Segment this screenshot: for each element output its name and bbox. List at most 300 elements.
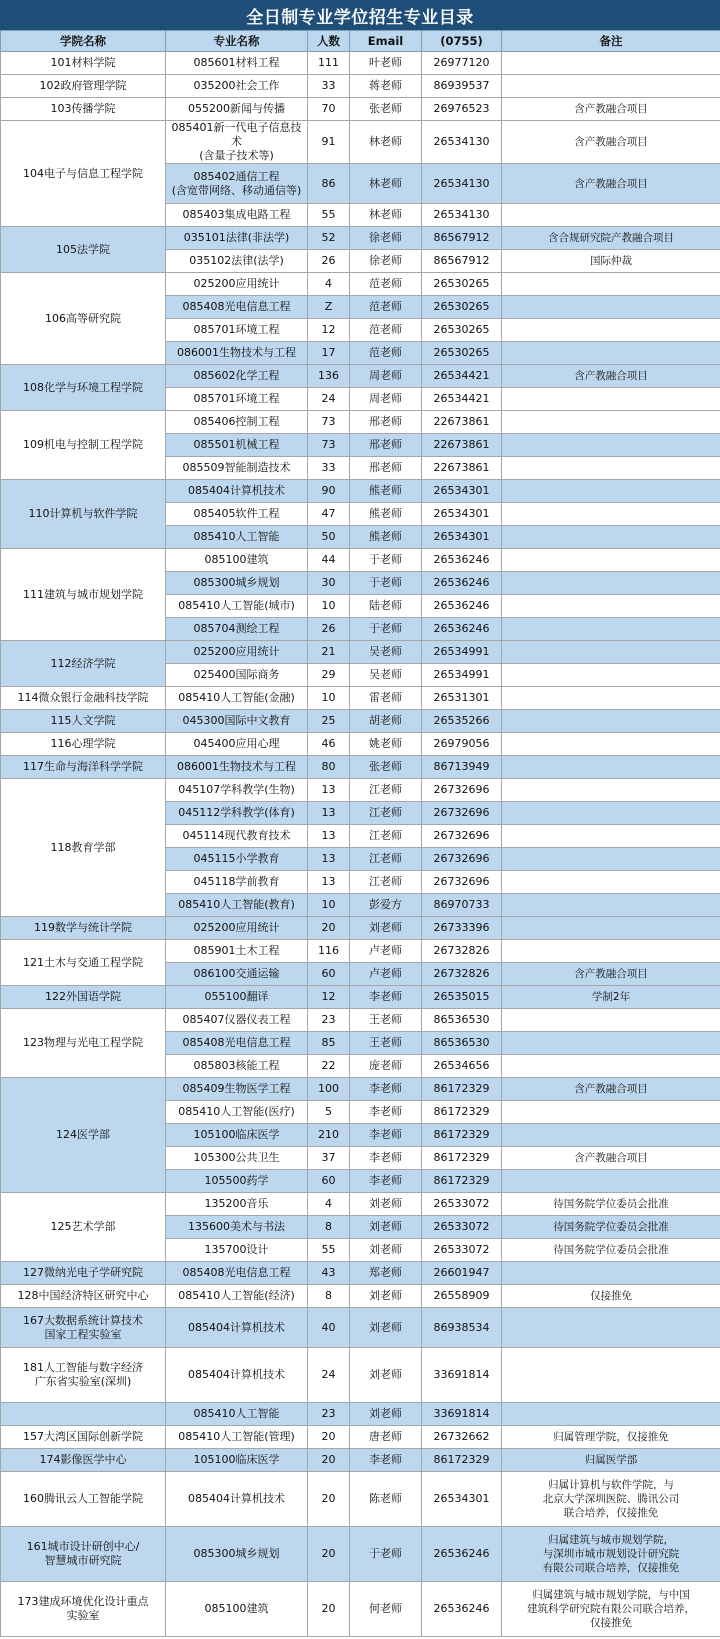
note-cell <box>502 871 720 894</box>
phone-cell: 26534991 <box>422 664 502 687</box>
note-cell <box>502 641 720 664</box>
count-cell: 13 <box>308 848 350 871</box>
count-cell: 210 <box>308 1124 350 1147</box>
contact-cell: 陆老师 <box>350 595 422 618</box>
contact-cell: 周老师 <box>350 365 422 388</box>
table-row <box>1 1449 720 1472</box>
contact-cell: 刘老师 <box>350 1193 422 1216</box>
count-cell: 55 <box>308 204 350 227</box>
major-cell: 086001生物技术与工程 <box>166 756 308 779</box>
header-major: 专业名称 <box>166 31 308 52</box>
college-cell: 161城市设计研创中心/ 智慧城市研究院 <box>1 1527 166 1582</box>
count-cell: 10 <box>308 894 350 917</box>
phone-cell: 26533072 <box>422 1239 502 1262</box>
major-cell: 085100建筑 <box>166 549 308 572</box>
count-cell: 23 <box>308 1403 350 1426</box>
contact-cell: 李老师 <box>350 1124 422 1147</box>
count-cell: 13 <box>308 871 350 894</box>
count-cell: 37 <box>308 1147 350 1170</box>
header-email: Email <box>350 31 422 52</box>
count-cell: 73 <box>308 411 350 434</box>
major-cell: 085509智能制造技术 <box>166 457 308 480</box>
table-header-row <box>1 31 720 52</box>
note-cell <box>502 457 720 480</box>
count-cell: 25 <box>308 710 350 733</box>
header-college: 学院名称 <box>1 31 166 52</box>
major-cell: 045300国际中文教育 <box>166 710 308 733</box>
major-cell: 025200应用统计 <box>166 641 308 664</box>
major-cell: 045114现代教育技术 <box>166 825 308 848</box>
header-count: 人数 <box>308 31 350 52</box>
major-cell: 085410人工智能 <box>166 1403 308 1426</box>
major-cell: 085409生物医学工程 <box>166 1078 308 1101</box>
note-cell <box>502 342 720 365</box>
note-cell <box>502 848 720 871</box>
count-cell: 13 <box>308 802 350 825</box>
table-row <box>1 1308 720 1348</box>
contact-cell: 郑老师 <box>350 1262 422 1285</box>
count-cell: 136 <box>308 365 350 388</box>
note-cell <box>502 1262 720 1285</box>
phone-cell: 86938534 <box>422 1308 502 1348</box>
note-cell <box>502 940 720 963</box>
phone-cell: 26601947 <box>422 1262 502 1285</box>
table-row <box>1 756 720 779</box>
phone-cell: 22673861 <box>422 411 502 434</box>
table-row <box>1 549 720 572</box>
count-cell: 26 <box>308 250 350 273</box>
phone-cell: 26534991 <box>422 641 502 664</box>
table-row <box>1 1078 720 1101</box>
contact-cell: 张老师 <box>350 756 422 779</box>
major-cell: 105500药学 <box>166 1170 308 1193</box>
note-cell: 含产教融合项目 <box>502 121 720 164</box>
phone-cell: 86172329 <box>422 1101 502 1124</box>
major-cell: 085401新一代电子信息技术 (含量子技术等) <box>166 121 308 164</box>
phone-cell: 86713949 <box>422 756 502 779</box>
note-cell: 归属建筑与城市规划学院， 与深圳市城市规划设计研究院 有限公司联合培养，仅接推免 <box>502 1527 720 1582</box>
count-cell: 46 <box>308 733 350 756</box>
major-cell: 035200社会工作 <box>166 75 308 98</box>
contact-cell: 熊老师 <box>350 526 422 549</box>
major-cell: 085403集成电路工程 <box>166 204 308 227</box>
count-cell: 24 <box>308 388 350 411</box>
table-row <box>1 480 720 503</box>
contact-cell: 庞老师 <box>350 1055 422 1078</box>
count-cell: 100 <box>308 1078 350 1101</box>
note-cell: 含产教融合项目 <box>502 98 720 121</box>
contact-cell: 吴老师 <box>350 641 422 664</box>
note-cell: 含产教融合项目 <box>502 1147 720 1170</box>
college-cell: 157大湾区国际创新学院 <box>1 1426 166 1449</box>
major-cell: 035101法律(非法学) <box>166 227 308 250</box>
count-cell: 12 <box>308 986 350 1009</box>
major-cell: 045112学科教学(体育) <box>166 802 308 825</box>
count-cell: 12 <box>308 319 350 342</box>
contact-cell: 唐老师 <box>350 1426 422 1449</box>
college-cell: 102政府管理学院 <box>1 75 166 98</box>
count-cell: 5 <box>308 1101 350 1124</box>
college-cell: 111建筑与城市规划学院 <box>1 549 166 641</box>
phone-cell: 26977120 <box>422 52 502 75</box>
phone-cell: 86939537 <box>422 75 502 98</box>
note-cell <box>502 710 720 733</box>
count-cell: 43 <box>308 1262 350 1285</box>
note-cell: 学制2年 <box>502 986 720 1009</box>
count-cell: 116 <box>308 940 350 963</box>
count-cell: 60 <box>308 1170 350 1193</box>
contact-cell: 林老师 <box>350 164 422 204</box>
phone-cell: 86536530 <box>422 1032 502 1055</box>
count-cell: 91 <box>308 121 350 164</box>
major-cell: 085405软件工程 <box>166 503 308 526</box>
table-row <box>1 986 720 1009</box>
contact-cell: 吴老师 <box>350 664 422 687</box>
contact-cell: 林老师 <box>350 204 422 227</box>
college-cell <box>1 1403 166 1426</box>
count-cell: 86 <box>308 164 350 204</box>
count-cell: 4 <box>308 273 350 296</box>
table-row <box>1 1582 720 1637</box>
table-row <box>1 1348 720 1403</box>
table-row <box>1 121 720 164</box>
contact-cell: 邢老师 <box>350 434 422 457</box>
count-cell: 29 <box>308 664 350 687</box>
contact-cell: 刘老师 <box>350 1348 422 1403</box>
count-cell: Z <box>308 296 350 319</box>
contact-cell: 卢老师 <box>350 963 422 986</box>
note-cell <box>502 52 720 75</box>
note-cell <box>502 411 720 434</box>
note-cell: 归属计算机与软件学院，与 北京大学深圳医院、腾讯公司 联合培养，仅接推免 <box>502 1472 720 1527</box>
program-table <box>0 30 720 1637</box>
phone-cell: 22673861 <box>422 457 502 480</box>
phone-cell: 22673861 <box>422 434 502 457</box>
contact-cell: 刘老师 <box>350 1216 422 1239</box>
phone-cell: 86536530 <box>422 1009 502 1032</box>
table-row <box>1 1472 720 1527</box>
table-row <box>1 940 720 963</box>
note-cell: 待国务院学位委员会批准 <box>502 1239 720 1262</box>
phone-cell: 26733396 <box>422 917 502 940</box>
note-cell <box>502 1055 720 1078</box>
contact-cell: 何老师 <box>350 1582 422 1637</box>
count-cell: 44 <box>308 549 350 572</box>
major-cell: 025200应用统计 <box>166 273 308 296</box>
contact-cell: 范老师 <box>350 273 422 296</box>
phone-cell: 26536246 <box>422 1527 502 1582</box>
major-cell: 105100临床医学 <box>166 1124 308 1147</box>
table-row <box>1 1193 720 1216</box>
major-cell: 085701环境工程 <box>166 388 308 411</box>
contact-cell: 徐老师 <box>350 227 422 250</box>
major-cell: 085410人工智能(经济) <box>166 1285 308 1308</box>
table-row <box>1 411 720 434</box>
contact-cell: 张老师 <box>350 98 422 121</box>
phone-cell: 26534421 <box>422 365 502 388</box>
note-cell <box>502 1101 720 1124</box>
contact-cell: 李老师 <box>350 1078 422 1101</box>
note-cell <box>502 503 720 526</box>
contact-cell: 李老师 <box>350 1170 422 1193</box>
college-cell: 106高等研究院 <box>1 273 166 365</box>
major-cell: 045107学科教学(生物) <box>166 779 308 802</box>
contact-cell: 江老师 <box>350 871 422 894</box>
contact-cell: 王老师 <box>350 1009 422 1032</box>
contact-cell: 李老师 <box>350 1449 422 1472</box>
college-cell: 173建成环境优化设计重点 实验室 <box>1 1582 166 1637</box>
contact-cell: 蒋老师 <box>350 75 422 98</box>
phone-cell: 26534656 <box>422 1055 502 1078</box>
table-row <box>1 227 720 250</box>
count-cell: 24 <box>308 1348 350 1403</box>
college-cell: 118教育学部 <box>1 779 166 917</box>
count-cell: 20 <box>308 1472 350 1527</box>
contact-cell: 于老师 <box>350 618 422 641</box>
contact-cell: 邢老师 <box>350 411 422 434</box>
phone-cell: 86970733 <box>422 894 502 917</box>
major-cell: 085501机械工程 <box>166 434 308 457</box>
note-cell <box>502 1308 720 1348</box>
count-cell: 50 <box>308 526 350 549</box>
note-cell <box>502 388 720 411</box>
note-cell: 含产教融合项目 <box>502 365 720 388</box>
major-cell: 085408光电信息工程 <box>166 1262 308 1285</box>
major-cell: 085404计算机技术 <box>166 480 308 503</box>
phone-cell: 33691814 <box>422 1403 502 1426</box>
note-cell: 归属建筑与城市规划学院，与中国 建筑科学研究院有限公司联合培养， 仅接推免 <box>502 1582 720 1637</box>
contact-cell: 于老师 <box>350 1527 422 1582</box>
college-cell: 160腾讯云人工智能学院 <box>1 1472 166 1527</box>
table-row <box>1 1426 720 1449</box>
count-cell: 26 <box>308 618 350 641</box>
note-cell <box>502 526 720 549</box>
count-cell: 20 <box>308 1582 350 1637</box>
phone-cell: 26976523 <box>422 98 502 121</box>
contact-cell: 江老师 <box>350 825 422 848</box>
phone-cell: 86172329 <box>422 1449 502 1472</box>
college-cell: 105法学院 <box>1 227 166 273</box>
note-cell: 归属管理学院，仅接推免 <box>502 1426 720 1449</box>
phone-cell: 26536246 <box>422 595 502 618</box>
table-row <box>1 917 720 940</box>
contact-cell: 刘老师 <box>350 1308 422 1348</box>
count-cell: 10 <box>308 687 350 710</box>
note-cell: 归属医学部 <box>502 1449 720 1472</box>
major-cell: 045115小学教育 <box>166 848 308 871</box>
major-cell: 105100临床医学 <box>166 1449 308 1472</box>
table-row <box>1 1009 720 1032</box>
major-cell: 086001生物技术与工程 <box>166 342 308 365</box>
count-cell: 10 <box>308 595 350 618</box>
contact-cell: 刘老师 <box>350 1239 422 1262</box>
major-cell: 085410人工智能 <box>166 526 308 549</box>
count-cell: 20 <box>308 1449 350 1472</box>
phone-cell: 26530265 <box>422 296 502 319</box>
table-body <box>1 52 720 1637</box>
phone-cell: 86172329 <box>422 1078 502 1101</box>
table-row <box>1 687 720 710</box>
major-cell: 085300城乡规划 <box>166 1527 308 1582</box>
count-cell: 8 <box>308 1216 350 1239</box>
phone-cell: 26534301 <box>422 480 502 503</box>
note-cell <box>502 825 720 848</box>
note-cell: 含合规研究院产教融合项目 <box>502 227 720 250</box>
major-cell: 085701环境工程 <box>166 319 308 342</box>
note-cell <box>502 480 720 503</box>
contact-cell: 江老师 <box>350 779 422 802</box>
phone-cell: 26732696 <box>422 779 502 802</box>
contact-cell: 周老师 <box>350 388 422 411</box>
contact-cell: 熊老师 <box>350 480 422 503</box>
note-cell <box>502 296 720 319</box>
table-row <box>1 710 720 733</box>
phone-cell: 26533072 <box>422 1216 502 1239</box>
phone-cell: 26732696 <box>422 871 502 894</box>
major-cell: 085408光电信息工程 <box>166 296 308 319</box>
college-cell: 125艺术学部 <box>1 1193 166 1262</box>
phone-cell: 26533072 <box>422 1193 502 1216</box>
note-cell <box>502 1170 720 1193</box>
phone-cell: 26530265 <box>422 342 502 365</box>
phone-cell: 26534421 <box>422 388 502 411</box>
count-cell: 23 <box>308 1009 350 1032</box>
note-cell <box>502 894 720 917</box>
table-row <box>1 1262 720 1285</box>
contact-cell: 邢老师 <box>350 457 422 480</box>
college-cell: 127微纳光电子学研究院 <box>1 1262 166 1285</box>
college-cell: 110计算机与软件学院 <box>1 480 166 549</box>
note-cell <box>502 1348 720 1403</box>
count-cell: 47 <box>308 503 350 526</box>
count-cell: 13 <box>308 779 350 802</box>
count-cell: 33 <box>308 75 350 98</box>
phone-cell: 26558909 <box>422 1285 502 1308</box>
contact-cell: 李老师 <box>350 1147 422 1170</box>
note-cell <box>502 595 720 618</box>
note-cell <box>502 802 720 825</box>
major-cell: 085901土木工程 <box>166 940 308 963</box>
major-cell: 045118学前教育 <box>166 871 308 894</box>
count-cell: 17 <box>308 342 350 365</box>
phone-cell: 86172329 <box>422 1170 502 1193</box>
contact-cell: 卢老师 <box>350 940 422 963</box>
college-cell: 181人工智能与数字经济 广东省实验室(深圳) <box>1 1348 166 1403</box>
contact-cell: 叶老师 <box>350 52 422 75</box>
note-cell <box>502 319 720 342</box>
contact-cell: 刘老师 <box>350 917 422 940</box>
note-cell <box>502 756 720 779</box>
college-cell: 112经济学院 <box>1 641 166 687</box>
phone-cell: 26536246 <box>422 1582 502 1637</box>
contact-cell: 于老师 <box>350 549 422 572</box>
contact-cell: 姚老师 <box>350 733 422 756</box>
header-note: 备注 <box>502 31 720 52</box>
note-cell: 待国务院学位委员会批准 <box>502 1216 720 1239</box>
major-cell: 035102法律(法学) <box>166 250 308 273</box>
count-cell: 21 <box>308 641 350 664</box>
count-cell: 111 <box>308 52 350 75</box>
count-cell: 22 <box>308 1055 350 1078</box>
major-cell: 105300公共卫生 <box>166 1147 308 1170</box>
table-row <box>1 1527 720 1582</box>
phone-cell: 86172329 <box>422 1147 502 1170</box>
contact-cell: 胡老师 <box>350 710 422 733</box>
note-cell <box>502 1124 720 1147</box>
count-cell: 90 <box>308 480 350 503</box>
count-cell: 30 <box>308 572 350 595</box>
major-cell: 085406控制工程 <box>166 411 308 434</box>
table-row <box>1 733 720 756</box>
phone-cell: 33691814 <box>422 1348 502 1403</box>
phone-cell: 26530265 <box>422 319 502 342</box>
table-row <box>1 365 720 388</box>
major-cell: 085410人工智能(教育) <box>166 894 308 917</box>
count-cell: 13 <box>308 825 350 848</box>
phone-cell: 26535266 <box>422 710 502 733</box>
count-cell: 40 <box>308 1308 350 1348</box>
count-cell: 20 <box>308 1527 350 1582</box>
note-cell <box>502 733 720 756</box>
college-cell: 122外国语学院 <box>1 986 166 1009</box>
phone-cell: 26732826 <box>422 940 502 963</box>
table-row <box>1 779 720 802</box>
phone-cell: 26536246 <box>422 618 502 641</box>
major-cell: 055200新闻与传播 <box>166 98 308 121</box>
college-cell: 174影像医学中心 <box>1 1449 166 1472</box>
major-cell: 135700设计 <box>166 1239 308 1262</box>
note-cell: 待国务院学位委员会批准 <box>502 1193 720 1216</box>
major-cell: 085402通信工程 (含宽带网络、移动通信等) <box>166 164 308 204</box>
college-cell: 108化学与环境工程学院 <box>1 365 166 411</box>
contact-cell: 范老师 <box>350 342 422 365</box>
table-row <box>1 52 720 75</box>
major-cell: 135600美术与书法 <box>166 1216 308 1239</box>
count-cell: 70 <box>308 98 350 121</box>
contact-cell: 江老师 <box>350 848 422 871</box>
phone-cell: 86567912 <box>422 250 502 273</box>
note-cell <box>502 779 720 802</box>
count-cell: 33 <box>308 457 350 480</box>
note-cell <box>502 572 720 595</box>
major-cell: 085601材料工程 <box>166 52 308 75</box>
note-cell <box>502 664 720 687</box>
contact-cell: 彭爱方 <box>350 894 422 917</box>
count-cell: 8 <box>308 1285 350 1308</box>
phone-cell: 26531301 <box>422 687 502 710</box>
phone-cell: 26979056 <box>422 733 502 756</box>
contact-cell: 范老师 <box>350 296 422 319</box>
table-row <box>1 1403 720 1426</box>
college-cell: 167大数据系统计算技术 国家工程实验室 <box>1 1308 166 1348</box>
college-cell: 123物理与光电工程学院 <box>1 1009 166 1078</box>
contact-cell: 范老师 <box>350 319 422 342</box>
header-phone: (0755) <box>422 31 502 52</box>
major-cell: 085100建筑 <box>166 1582 308 1637</box>
college-cell: 114微众银行金融科技学院 <box>1 687 166 710</box>
college-cell: 101材料学院 <box>1 52 166 75</box>
note-cell <box>502 1403 720 1426</box>
count-cell: 52 <box>308 227 350 250</box>
major-cell: 085410人工智能(管理) <box>166 1426 308 1449</box>
table-row <box>1 273 720 296</box>
phone-cell: 26536246 <box>422 572 502 595</box>
phone-cell: 26732696 <box>422 825 502 848</box>
note-cell <box>502 75 720 98</box>
major-cell: 135200音乐 <box>166 1193 308 1216</box>
major-cell: 085410人工智能(金融) <box>166 687 308 710</box>
college-cell: 116心理学院 <box>1 733 166 756</box>
